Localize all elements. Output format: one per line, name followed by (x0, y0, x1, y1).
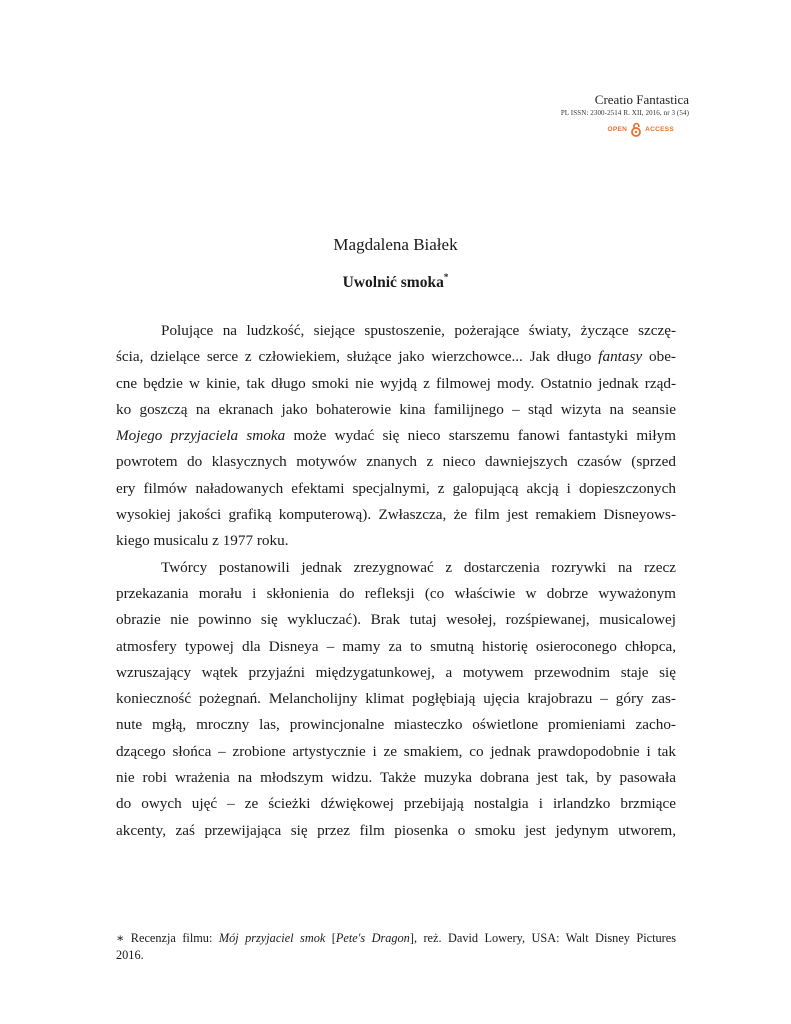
text-run: cne będzie w kinie, tak długo smoki nie wyjdą z filmowej mody. Ostatnio jednak rząd- (116, 374, 676, 392)
text-run: do owych ujęć – ze ścieżki dźwiękowej przebijają nostalgia i irlandzko brzmiące (116, 795, 676, 813)
text-line (116, 712, 676, 738)
footnote (116, 930, 676, 964)
article-body (116, 318, 676, 844)
text-run: Twórcy postanowili jednak zrezygnować z dostarczenia rozrywki na rzecz (161, 558, 676, 576)
text-line (116, 528, 676, 554)
open-access-label-right: ACCESS (645, 126, 674, 133)
text-run: konieczność pożegnań. Melancholijny klimat pogłębiają ujęcia krajobrazu – góry zas- (116, 690, 676, 708)
text-run: powrotem do klasycznych motywów znanych z nieco dawniejszych czasów (sprzed (116, 453, 676, 471)
issn-line: PL ISSN: 2300-2514 R. XII, 2016, nr 3 (54) (560, 109, 689, 117)
footnote-line (116, 930, 676, 947)
text-line (116, 660, 676, 686)
text-run: [ (325, 931, 336, 945)
text-line (116, 607, 676, 633)
text-run: może wydać się nieco starszemu fanowi fantastyki miłym (285, 427, 676, 445)
text-line (116, 765, 676, 791)
text-run: nute mgłą, mroczny las, prowincjonalne miasteczko oświetlone promieniami zacho- (116, 716, 676, 734)
text-run: wysokiej jakości grafiką komputerową). Zwłaszcza, że film jest remakiem Disneyows- (116, 506, 676, 524)
text-line (116, 686, 676, 712)
paragraph (116, 318, 676, 555)
text-line (116, 318, 676, 344)
text-run: wzruszający wątek przyjaźni międzygatunkowej, a motywem przewodnim staje się (116, 663, 676, 681)
text-run: ko goszczą na ekranach jako bohaterowie kina familijnego – stąd wizyta na seansie (116, 400, 676, 418)
italic-title: Mój przyjaciel smok (218, 931, 326, 945)
open-lock-icon (631, 122, 641, 137)
footnote-marker: * (443, 272, 449, 282)
footnote-line (116, 947, 676, 964)
open-access-label-left: OPEN (607, 126, 628, 133)
text-run: ery filmów naładowanych efektami specjalnymi, z galopującą akcją i dopieszczonych (116, 479, 676, 497)
open-access-logo (561, 122, 674, 137)
text-line (116, 449, 676, 475)
journal-name: Creatio Fantastica (594, 92, 689, 107)
journal-header (561, 92, 689, 137)
text-run: atmosfery typowej dla Disneya – mamy za to smutną historię osieroconego chłopca, (116, 637, 676, 655)
text-run: obrazie nie powinno się wykluczać). Brak tutaj wesołej, rozśpiewanej, musicalowej (116, 611, 676, 629)
italic-title: fantasy (598, 348, 643, 366)
article-author: Magdalena Białek (333, 235, 458, 254)
text-line (116, 423, 676, 449)
text-run: ], reż. David Lowery, USA: Walt Disney Pictures (409, 931, 676, 945)
text-run: kiego musicalu z 1977 roku. (116, 532, 289, 550)
italic-title: Pete's Dragon (335, 931, 410, 945)
article-title (0, 268, 791, 293)
paragraph (116, 555, 676, 844)
text-line (116, 818, 676, 844)
text-run: obe- (642, 348, 676, 366)
text-run: Polujące na ludzkość, siejące spustoszenie, pożerające światy, życzące szczę- (161, 322, 676, 339)
text-run: dzącego słońca – zrobione artystycznie i ze smakiem, co jednak prawdopodobnie i tak (116, 742, 676, 760)
text-run: 2016. (116, 948, 144, 962)
article-title-text: Uwolnić smoka (342, 274, 444, 292)
text-line (116, 739, 676, 765)
italic-title: Mojego przyjaciela smoka (116, 427, 286, 445)
text-line (116, 397, 676, 423)
text-line (116, 581, 676, 607)
text-run: nie robi wrażenia na młodszym widzu. Także muzyka dobrana jest tak, by pasowała (116, 769, 676, 787)
text-run: akcenty, zaś przewijająca się przez film piosenka o smoku jest jedynym utworem, (116, 821, 676, 839)
text-line (116, 634, 676, 660)
text-line (116, 791, 676, 817)
text-run: przekazania morału i skłonienia do refleksji (co właściwie w dobrze wyważonym (116, 584, 676, 602)
text-line (116, 371, 676, 397)
text-line (116, 344, 676, 370)
text-line (116, 502, 676, 528)
text-line (116, 555, 676, 581)
text-run: ścia, dzielące serce z człowiekiem, służące jako wierzchowce... Jak długo (116, 348, 599, 366)
text-run: ∗ Recenzja filmu: (116, 931, 219, 945)
text-line (116, 476, 676, 502)
